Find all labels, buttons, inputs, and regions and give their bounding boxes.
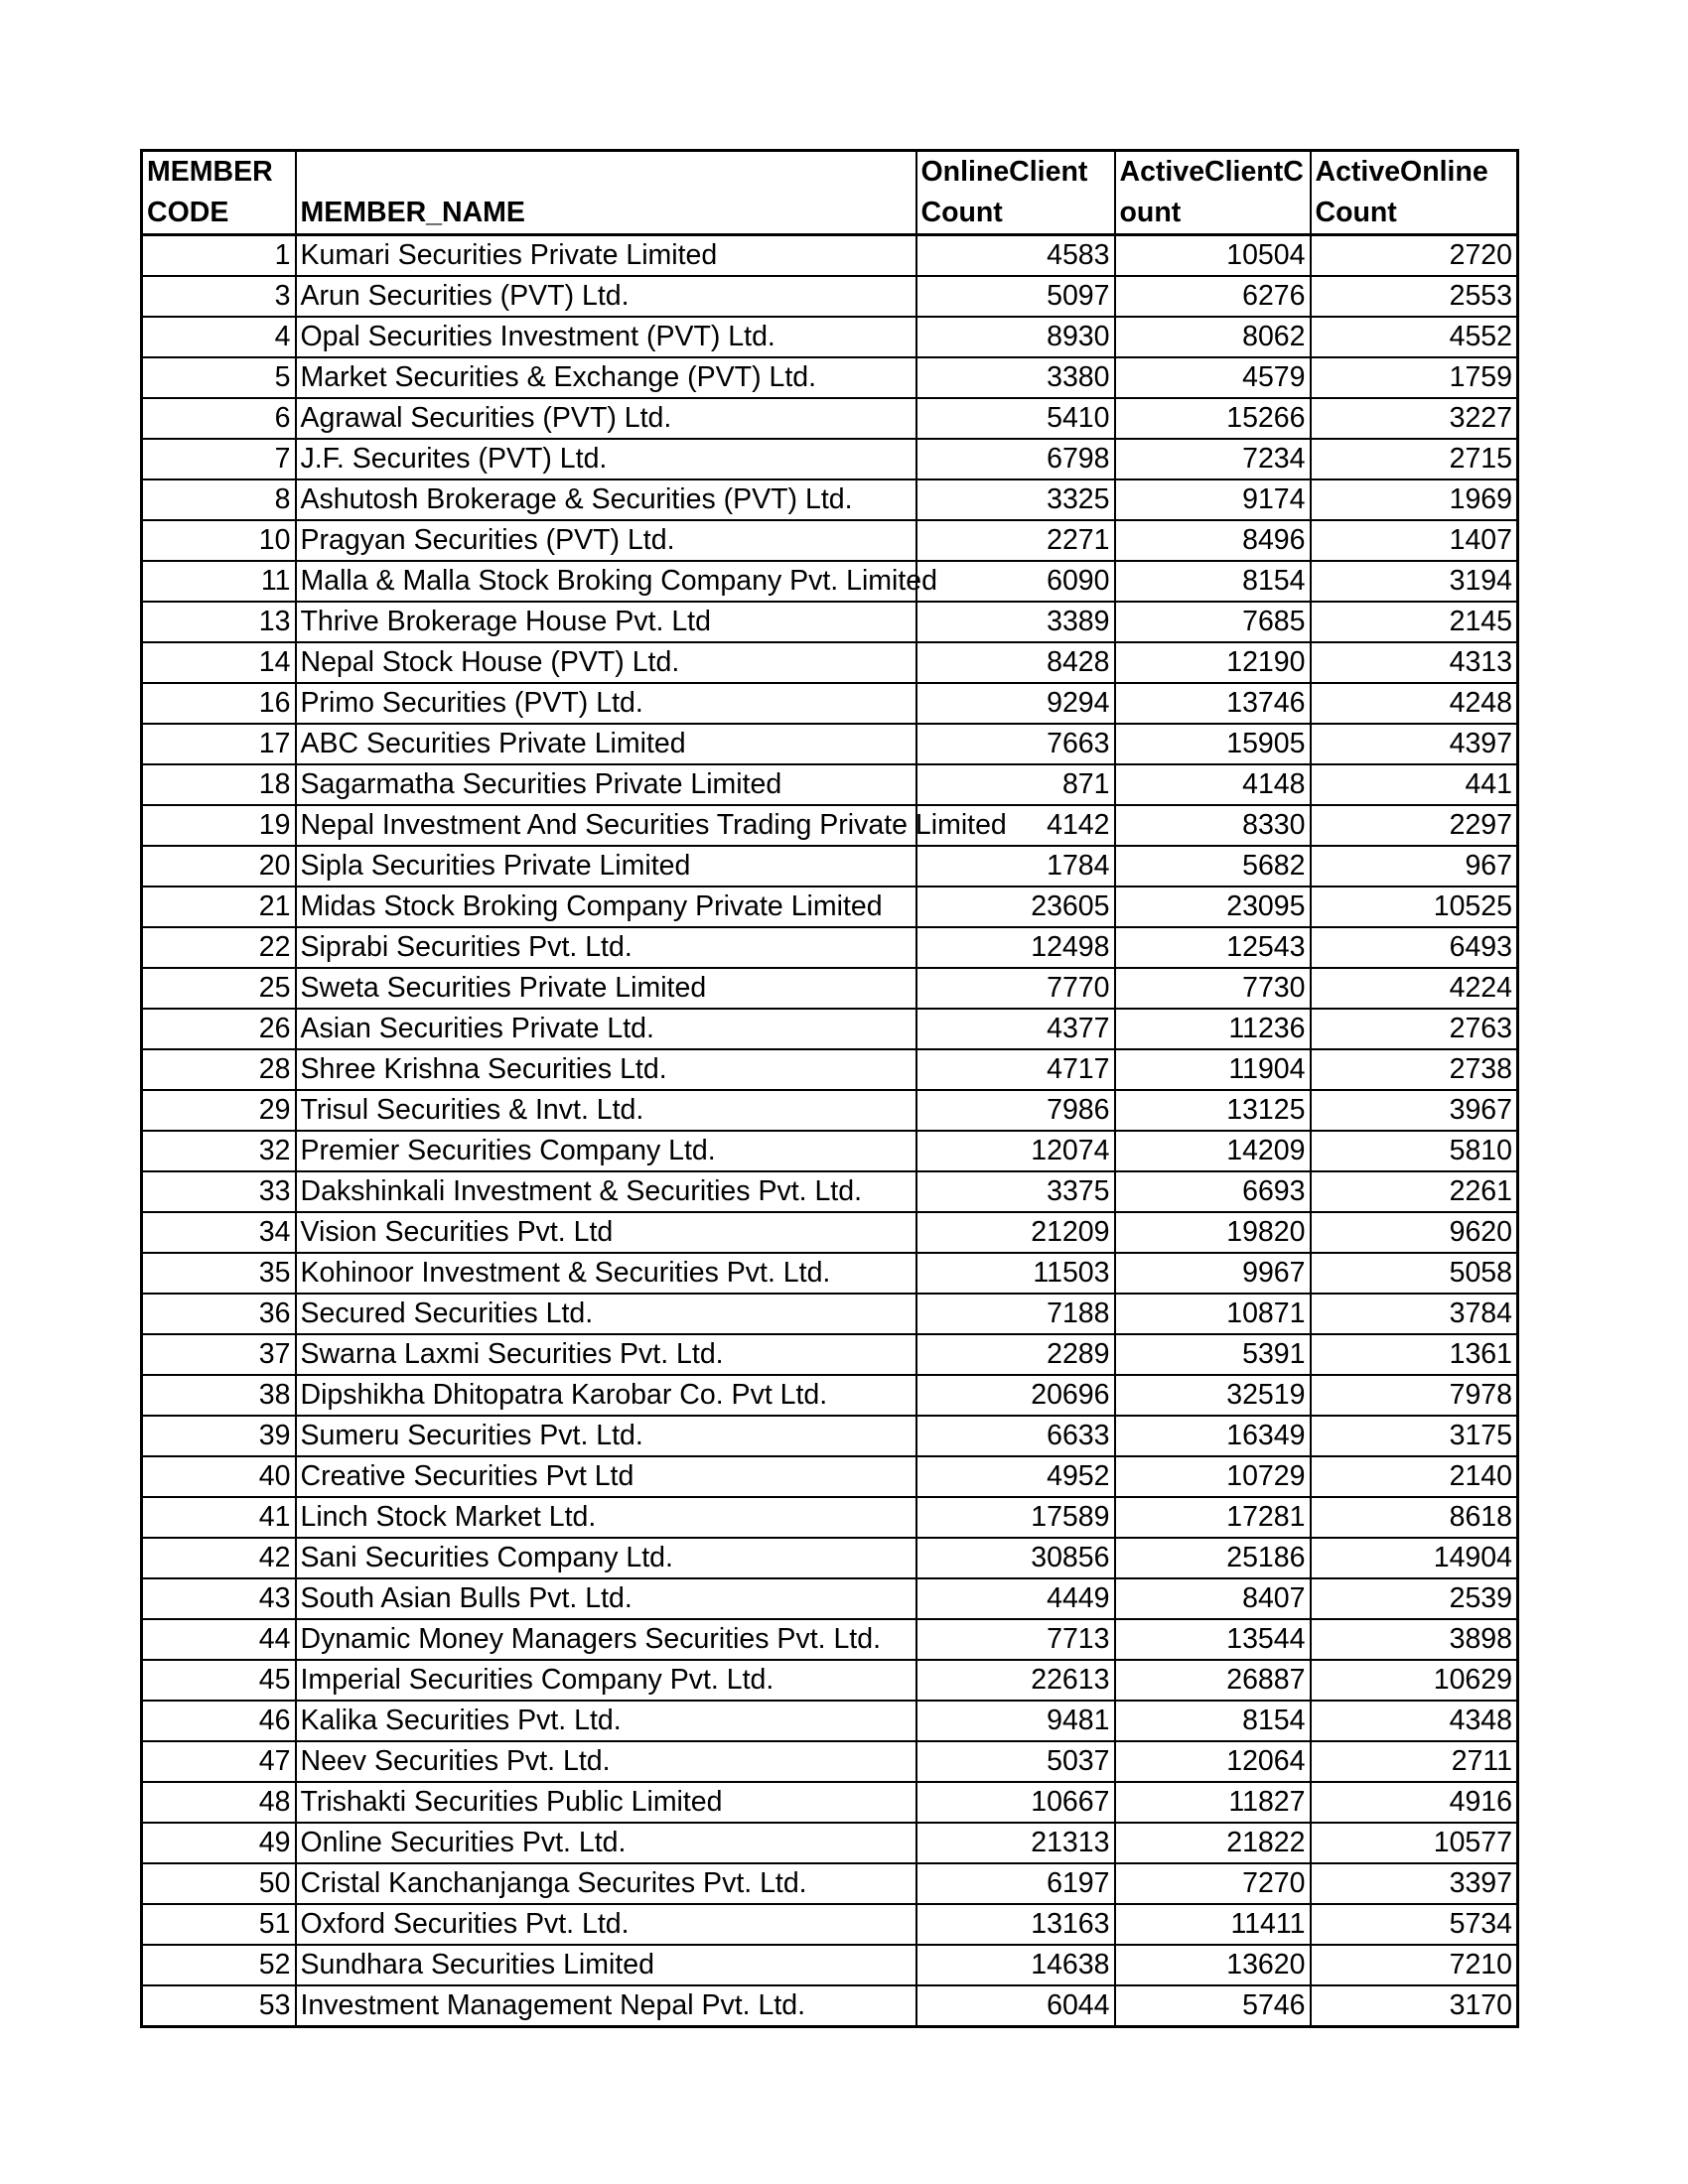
online-client-count-cell: 4377 xyxy=(916,1009,1115,1049)
member-code-cell: 19 xyxy=(142,805,296,846)
member-name-cell: Secured Securities Ltd. xyxy=(296,1294,916,1334)
active-online-count-cell: 4313 xyxy=(1311,642,1518,683)
active-online-count-cell: 3397 xyxy=(1311,1863,1518,1904)
online-client-count-cell: 4717 xyxy=(916,1049,1115,1090)
member-name-cell: Midas Stock Broking Company Private Limited xyxy=(296,887,916,927)
table-row xyxy=(142,1212,1518,1253)
table-row xyxy=(142,1171,1518,1212)
member-name-cell: Vision Securities Pvt. Ltd xyxy=(296,1212,916,1253)
online-client-count-cell: 10667 xyxy=(916,1782,1115,1823)
table-body xyxy=(142,235,1518,2027)
member-code-cell: 42 xyxy=(142,1538,296,1578)
active-online-count-cell: 5058 xyxy=(1311,1253,1518,1294)
member-name-cell: Pragyan Securities (PVT) Ltd. xyxy=(296,520,916,561)
active-client-count-cell: 4579 xyxy=(1115,357,1311,398)
active-online-count-cell: 4552 xyxy=(1311,317,1518,357)
member-name-cell: ABC Securities Private Limited xyxy=(296,724,916,764)
member-name-cell: Neev Securities Pvt. Ltd. xyxy=(296,1741,916,1782)
member-name-cell: Linch Stock Market Ltd. xyxy=(296,1497,916,1538)
member-name-cell: Kalika Securities Pvt. Ltd. xyxy=(296,1701,916,1741)
active-client-count-cell: 32519 xyxy=(1115,1375,1311,1416)
member-name-cell: Opal Securities Investment (PVT) Ltd. xyxy=(296,317,916,357)
table-row xyxy=(142,1334,1518,1375)
table-row xyxy=(142,602,1518,642)
header-online-client-count: OnlineClient Count xyxy=(916,151,1115,235)
online-client-count-cell: 14638 xyxy=(916,1945,1115,1985)
member-name-cell: Premier Securities Company Ltd. xyxy=(296,1131,916,1171)
table-row xyxy=(142,398,1518,439)
member-name-cell: Trisul Securities & Invt. Ltd. xyxy=(296,1090,916,1131)
member-code-cell: 6 xyxy=(142,398,296,439)
member-name-cell: Creative Securities Pvt Ltd xyxy=(296,1456,916,1497)
active-client-count-cell: 8062 xyxy=(1115,317,1311,357)
active-client-count-cell: 9967 xyxy=(1115,1253,1311,1294)
active-client-count-cell: 16349 xyxy=(1115,1416,1311,1456)
active-online-count-cell: 5810 xyxy=(1311,1131,1518,1171)
header-active-client-count: ActiveClientC ount xyxy=(1115,151,1311,235)
table-row xyxy=(142,1375,1518,1416)
member-name-cell: Oxford Securities Pvt. Ltd. xyxy=(296,1904,916,1945)
online-client-count-cell: 21313 xyxy=(916,1823,1115,1863)
table-row xyxy=(142,479,1518,520)
table-row xyxy=(142,1009,1518,1049)
member-name-cell: Sweta Securities Private Limited xyxy=(296,968,916,1009)
active-client-count-cell: 12064 xyxy=(1115,1741,1311,1782)
active-online-count-cell: 3170 xyxy=(1311,1985,1518,2027)
member-name-cell: Nepal Stock House (PVT) Ltd. xyxy=(296,642,916,683)
table-row xyxy=(142,1497,1518,1538)
member-code-cell: 17 xyxy=(142,724,296,764)
member-name-cell: Sumeru Securities Pvt. Ltd. xyxy=(296,1416,916,1456)
active-client-count-cell: 25186 xyxy=(1115,1538,1311,1578)
table-row xyxy=(142,1538,1518,1578)
active-online-count-cell: 5734 xyxy=(1311,1904,1518,1945)
online-client-count-cell: 7663 xyxy=(916,724,1115,764)
member-name-cell: Sundhara Securities Limited xyxy=(296,1945,916,1985)
table-row xyxy=(142,1782,1518,1823)
member-code-cell: 33 xyxy=(142,1171,296,1212)
active-client-count-cell: 6276 xyxy=(1115,276,1311,317)
table-row xyxy=(142,439,1518,479)
member-name-cell: J.F. Securites (PVT) Ltd. xyxy=(296,439,916,479)
active-online-count-cell: 3175 xyxy=(1311,1416,1518,1456)
active-client-count-cell: 13746 xyxy=(1115,683,1311,724)
member-code-cell: 4 xyxy=(142,317,296,357)
active-client-count-cell: 11411 xyxy=(1115,1904,1311,1945)
member-code-cell: 20 xyxy=(142,846,296,887)
member-code-cell: 22 xyxy=(142,927,296,968)
online-client-count-cell: 4952 xyxy=(916,1456,1115,1497)
online-client-count-cell: 21209 xyxy=(916,1212,1115,1253)
online-client-count-cell: 13163 xyxy=(916,1904,1115,1945)
member-name-cell: Market Securities & Exchange (PVT) Ltd. xyxy=(296,357,916,398)
online-client-count-cell: 17589 xyxy=(916,1497,1115,1538)
table-row xyxy=(142,1863,1518,1904)
table-row xyxy=(142,561,1518,602)
member-name-cell: Sagarmatha Securities Private Limited xyxy=(296,764,916,805)
online-client-count-cell: 11503 xyxy=(916,1253,1115,1294)
active-client-count-cell: 13544 xyxy=(1115,1619,1311,1660)
member-name-cell: Imperial Securities Company Pvt. Ltd. xyxy=(296,1660,916,1701)
online-client-count-cell: 4449 xyxy=(916,1578,1115,1619)
table-row xyxy=(142,968,1518,1009)
online-client-count-cell: 4583 xyxy=(916,235,1115,277)
active-client-count-cell: 5746 xyxy=(1115,1985,1311,2027)
member-code-cell: 21 xyxy=(142,887,296,927)
member-code-cell: 36 xyxy=(142,1294,296,1334)
active-online-count-cell: 2715 xyxy=(1311,439,1518,479)
member-name-cell: Sani Securities Company Ltd. xyxy=(296,1538,916,1578)
active-online-count-cell: 2145 xyxy=(1311,602,1518,642)
active-online-count-cell: 14904 xyxy=(1311,1538,1518,1578)
member-name-cell: Dipshikha Dhitopatra Karobar Co. Pvt Ltd. xyxy=(296,1375,916,1416)
online-client-count-cell: 12074 xyxy=(916,1131,1115,1171)
member-name-cell: Swarna Laxmi Securities Pvt. Ltd. xyxy=(296,1334,916,1375)
active-online-count-cell: 4224 xyxy=(1311,968,1518,1009)
active-online-count-cell: 10525 xyxy=(1311,887,1518,927)
online-client-count-cell: 6633 xyxy=(916,1416,1115,1456)
active-online-count-cell: 1759 xyxy=(1311,357,1518,398)
online-client-count-cell: 3380 xyxy=(916,357,1115,398)
member-name-cell: Primo Securities (PVT) Ltd. xyxy=(296,683,916,724)
table-row xyxy=(142,1741,1518,1782)
member-name-cell: Asian Securities Private Ltd. xyxy=(296,1009,916,1049)
active-online-count-cell: 1969 xyxy=(1311,479,1518,520)
active-online-count-cell: 4248 xyxy=(1311,683,1518,724)
member-client-table xyxy=(140,149,1519,2028)
online-client-count-cell: 22613 xyxy=(916,1660,1115,1701)
member-code-cell: 53 xyxy=(142,1985,296,2027)
table-row xyxy=(142,1049,1518,1090)
active-client-count-cell: 11904 xyxy=(1115,1049,1311,1090)
member-name-cell: Online Securities Pvt. Ltd. xyxy=(296,1823,916,1863)
active-online-count-cell: 441 xyxy=(1311,764,1518,805)
member-name-cell: Trishakti Securities Public Limited xyxy=(296,1782,916,1823)
active-client-count-cell: 7270 xyxy=(1115,1863,1311,1904)
table-row xyxy=(142,1131,1518,1171)
member-code-cell: 37 xyxy=(142,1334,296,1375)
table-row xyxy=(142,846,1518,887)
member-code-cell: 13 xyxy=(142,602,296,642)
active-online-count-cell: 4348 xyxy=(1311,1701,1518,1741)
member-name-cell: Arun Securities (PVT) Ltd. xyxy=(296,276,916,317)
active-online-count-cell: 1407 xyxy=(1311,520,1518,561)
active-online-count-cell: 2539 xyxy=(1311,1578,1518,1619)
active-client-count-cell: 26887 xyxy=(1115,1660,1311,1701)
active-online-count-cell: 10629 xyxy=(1311,1660,1518,1701)
member-code-cell: 39 xyxy=(142,1416,296,1456)
online-client-count-cell: 5037 xyxy=(916,1741,1115,1782)
active-client-count-cell: 17281 xyxy=(1115,1497,1311,1538)
member-name-cell: Dynamic Money Managers Securities Pvt. Ltd. xyxy=(296,1619,916,1660)
table-row xyxy=(142,1456,1518,1497)
table-row xyxy=(142,1904,1518,1945)
member-code-cell: 26 xyxy=(142,1009,296,1049)
active-online-count-cell: 8618 xyxy=(1311,1497,1518,1538)
table-row xyxy=(142,724,1518,764)
table-row xyxy=(142,805,1518,846)
member-code-cell: 7 xyxy=(142,439,296,479)
table-row xyxy=(142,357,1518,398)
active-online-count-cell: 4916 xyxy=(1311,1782,1518,1823)
active-client-count-cell: 10871 xyxy=(1115,1294,1311,1334)
active-client-count-cell: 10729 xyxy=(1115,1456,1311,1497)
active-online-count-cell: 2553 xyxy=(1311,276,1518,317)
table-row xyxy=(142,1416,1518,1456)
active-client-count-cell: 5682 xyxy=(1115,846,1311,887)
member-code-cell: 46 xyxy=(142,1701,296,1741)
active-online-count-cell: 3227 xyxy=(1311,398,1518,439)
active-online-count-cell: 3967 xyxy=(1311,1090,1518,1131)
member-code-cell: 35 xyxy=(142,1253,296,1294)
member-code-cell: 38 xyxy=(142,1375,296,1416)
header-member-name: MEMBER_NAME xyxy=(296,151,916,235)
active-client-count-cell: 8407 xyxy=(1115,1578,1311,1619)
active-online-count-cell: 3898 xyxy=(1311,1619,1518,1660)
member-code-cell: 11 xyxy=(142,561,296,602)
member-code-cell: 49 xyxy=(142,1823,296,1863)
active-client-count-cell: 10504 xyxy=(1115,235,1311,277)
active-online-count-cell: 2140 xyxy=(1311,1456,1518,1497)
table-row xyxy=(142,235,1518,277)
active-client-count-cell: 19820 xyxy=(1115,1212,1311,1253)
online-client-count-cell: 6197 xyxy=(916,1863,1115,1904)
online-client-count-cell: 30856 xyxy=(916,1538,1115,1578)
member-code-cell: 16 xyxy=(142,683,296,724)
table-row xyxy=(142,1945,1518,1985)
online-client-count-cell: 871 xyxy=(916,764,1115,805)
online-client-count-cell: 20696 xyxy=(916,1375,1115,1416)
table-row xyxy=(142,317,1518,357)
member-code-cell: 43 xyxy=(142,1578,296,1619)
online-client-count-cell: 2271 xyxy=(916,520,1115,561)
online-client-count-cell: 3389 xyxy=(916,602,1115,642)
active-online-count-cell: 3784 xyxy=(1311,1294,1518,1334)
active-online-count-cell: 7210 xyxy=(1311,1945,1518,1985)
active-client-count-cell: 15905 xyxy=(1115,724,1311,764)
member-code-cell: 3 xyxy=(142,276,296,317)
table-row xyxy=(142,887,1518,927)
online-client-count-cell: 7986 xyxy=(916,1090,1115,1131)
online-client-count-cell: 6090 xyxy=(916,561,1115,602)
table-row xyxy=(142,1823,1518,1863)
table-row xyxy=(142,927,1518,968)
online-client-count-cell: 8930 xyxy=(916,317,1115,357)
member-name-cell: Siprabi Securities Pvt. Ltd. xyxy=(296,927,916,968)
table-row xyxy=(142,1090,1518,1131)
member-code-cell: 10 xyxy=(142,520,296,561)
online-client-count-cell: 2289 xyxy=(916,1334,1115,1375)
member-name-cell: Dakshinkali Investment & Securities Pvt. Ltd. xyxy=(296,1171,916,1212)
online-client-count-cell: 3325 xyxy=(916,479,1115,520)
online-client-count-cell: 7713 xyxy=(916,1619,1115,1660)
member-code-cell: 47 xyxy=(142,1741,296,1782)
member-name-cell: Thrive Brokerage House Pvt. Ltd xyxy=(296,602,916,642)
active-client-count-cell: 12543 xyxy=(1115,927,1311,968)
member-name-cell: Cristal Kanchanjanga Securites Pvt. Ltd. xyxy=(296,1863,916,1904)
online-client-count-cell: 7188 xyxy=(916,1294,1115,1334)
active-online-count-cell: 2720 xyxy=(1311,235,1518,277)
header-row xyxy=(142,151,1518,235)
member-name-cell: Shree Krishna Securities Ltd. xyxy=(296,1049,916,1090)
online-client-count-cell: 23605 xyxy=(916,887,1115,927)
active-client-count-cell: 11827 xyxy=(1115,1782,1311,1823)
member-code-cell: 8 xyxy=(142,479,296,520)
active-client-count-cell: 9174 xyxy=(1115,479,1311,520)
active-online-count-cell: 9620 xyxy=(1311,1212,1518,1253)
table-row xyxy=(142,1253,1518,1294)
member-code-cell: 52 xyxy=(142,1945,296,1985)
active-online-count-cell: 2738 xyxy=(1311,1049,1518,1090)
member-name-cell: Malla & Malla Stock Broking Company Pvt. Limited xyxy=(296,561,916,602)
active-online-count-cell: 2711 xyxy=(1311,1741,1518,1782)
online-client-count-cell: 4142 xyxy=(916,805,1115,846)
header-active-online-count: ActiveOnline Count xyxy=(1311,151,1518,235)
member-name-cell: Kumari Securities Private Limited xyxy=(296,235,916,277)
table-row xyxy=(142,1985,1518,2027)
member-name-cell: Agrawal Securities (PVT) Ltd. xyxy=(296,398,916,439)
table-row xyxy=(142,764,1518,805)
table-row xyxy=(142,520,1518,561)
active-online-count-cell: 6493 xyxy=(1311,927,1518,968)
active-client-count-cell: 14209 xyxy=(1115,1131,1311,1171)
member-code-cell: 34 xyxy=(142,1212,296,1253)
member-code-cell: 40 xyxy=(142,1456,296,1497)
member-name-cell: Nepal Investment And Securities Trading Private Limited xyxy=(296,805,916,846)
member-code-cell: 44 xyxy=(142,1619,296,1660)
table-row xyxy=(142,1619,1518,1660)
active-online-count-cell: 2297 xyxy=(1311,805,1518,846)
active-online-count-cell: 3194 xyxy=(1311,561,1518,602)
member-code-cell: 29 xyxy=(142,1090,296,1131)
active-online-count-cell: 7978 xyxy=(1311,1375,1518,1416)
table-row xyxy=(142,276,1518,317)
member-code-cell: 28 xyxy=(142,1049,296,1090)
active-client-count-cell: 8330 xyxy=(1115,805,1311,846)
member-code-cell: 32 xyxy=(142,1131,296,1171)
online-client-count-cell: 1784 xyxy=(916,846,1115,887)
active-client-count-cell: 21822 xyxy=(1115,1823,1311,1863)
online-client-count-cell: 5097 xyxy=(916,276,1115,317)
active-client-count-cell: 23095 xyxy=(1115,887,1311,927)
online-client-count-cell: 5410 xyxy=(916,398,1115,439)
active-client-count-cell: 4148 xyxy=(1115,764,1311,805)
active-online-count-cell: 4397 xyxy=(1311,724,1518,764)
table-row xyxy=(142,1660,1518,1701)
member-code-cell: 25 xyxy=(142,968,296,1009)
active-client-count-cell: 7234 xyxy=(1115,439,1311,479)
table-row xyxy=(142,642,1518,683)
online-client-count-cell: 3375 xyxy=(916,1171,1115,1212)
active-client-count-cell: 15266 xyxy=(1115,398,1311,439)
member-code-cell: 45 xyxy=(142,1660,296,1701)
online-client-count-cell: 8428 xyxy=(916,642,1115,683)
active-client-count-cell: 7685 xyxy=(1115,602,1311,642)
member-code-cell: 51 xyxy=(142,1904,296,1945)
table-row xyxy=(142,683,1518,724)
active-client-count-cell: 11236 xyxy=(1115,1009,1311,1049)
member-name-cell: Sipla Securities Private Limited xyxy=(296,846,916,887)
member-code-cell: 41 xyxy=(142,1497,296,1538)
active-client-count-cell: 13620 xyxy=(1115,1945,1311,1985)
table-row xyxy=(142,1294,1518,1334)
online-client-count-cell: 9481 xyxy=(916,1701,1115,1741)
member-code-cell: 18 xyxy=(142,764,296,805)
table-row xyxy=(142,1701,1518,1741)
member-code-cell: 48 xyxy=(142,1782,296,1823)
active-online-count-cell: 10577 xyxy=(1311,1823,1518,1863)
online-client-count-cell: 9294 xyxy=(916,683,1115,724)
active-client-count-cell: 8496 xyxy=(1115,520,1311,561)
active-client-count-cell: 8154 xyxy=(1115,561,1311,602)
online-client-count-cell: 7770 xyxy=(916,968,1115,1009)
member-code-cell: 5 xyxy=(142,357,296,398)
active-client-count-cell: 12190 xyxy=(1115,642,1311,683)
active-client-count-cell: 8154 xyxy=(1115,1701,1311,1741)
active-online-count-cell: 967 xyxy=(1311,846,1518,887)
member-code-cell: 1 xyxy=(142,235,296,277)
member-name-cell: South Asian Bulls Pvt. Ltd. xyxy=(296,1578,916,1619)
online-client-count-cell: 6798 xyxy=(916,439,1115,479)
online-client-count-cell: 12498 xyxy=(916,927,1115,968)
member-name-cell: Ashutosh Brokerage & Securities (PVT) Ltd. xyxy=(296,479,916,520)
member-code-cell: 50 xyxy=(142,1863,296,1904)
active-online-count-cell: 2261 xyxy=(1311,1171,1518,1212)
active-online-count-cell: 1361 xyxy=(1311,1334,1518,1375)
active-client-count-cell: 6693 xyxy=(1115,1171,1311,1212)
header-member-code: MEMBER CODE xyxy=(142,151,296,235)
table-row xyxy=(142,1578,1518,1619)
active-client-count-cell: 5391 xyxy=(1115,1334,1311,1375)
online-client-count-cell: 6044 xyxy=(916,1985,1115,2027)
active-client-count-cell: 13125 xyxy=(1115,1090,1311,1131)
member-name-cell: Investment Management Nepal Pvt. Ltd. xyxy=(296,1985,916,2027)
active-client-count-cell: 7730 xyxy=(1115,968,1311,1009)
member-name-cell: Kohinoor Investment & Securities Pvt. Ltd. xyxy=(296,1253,916,1294)
member-code-cell: 14 xyxy=(142,642,296,683)
active-online-count-cell: 2763 xyxy=(1311,1009,1518,1049)
